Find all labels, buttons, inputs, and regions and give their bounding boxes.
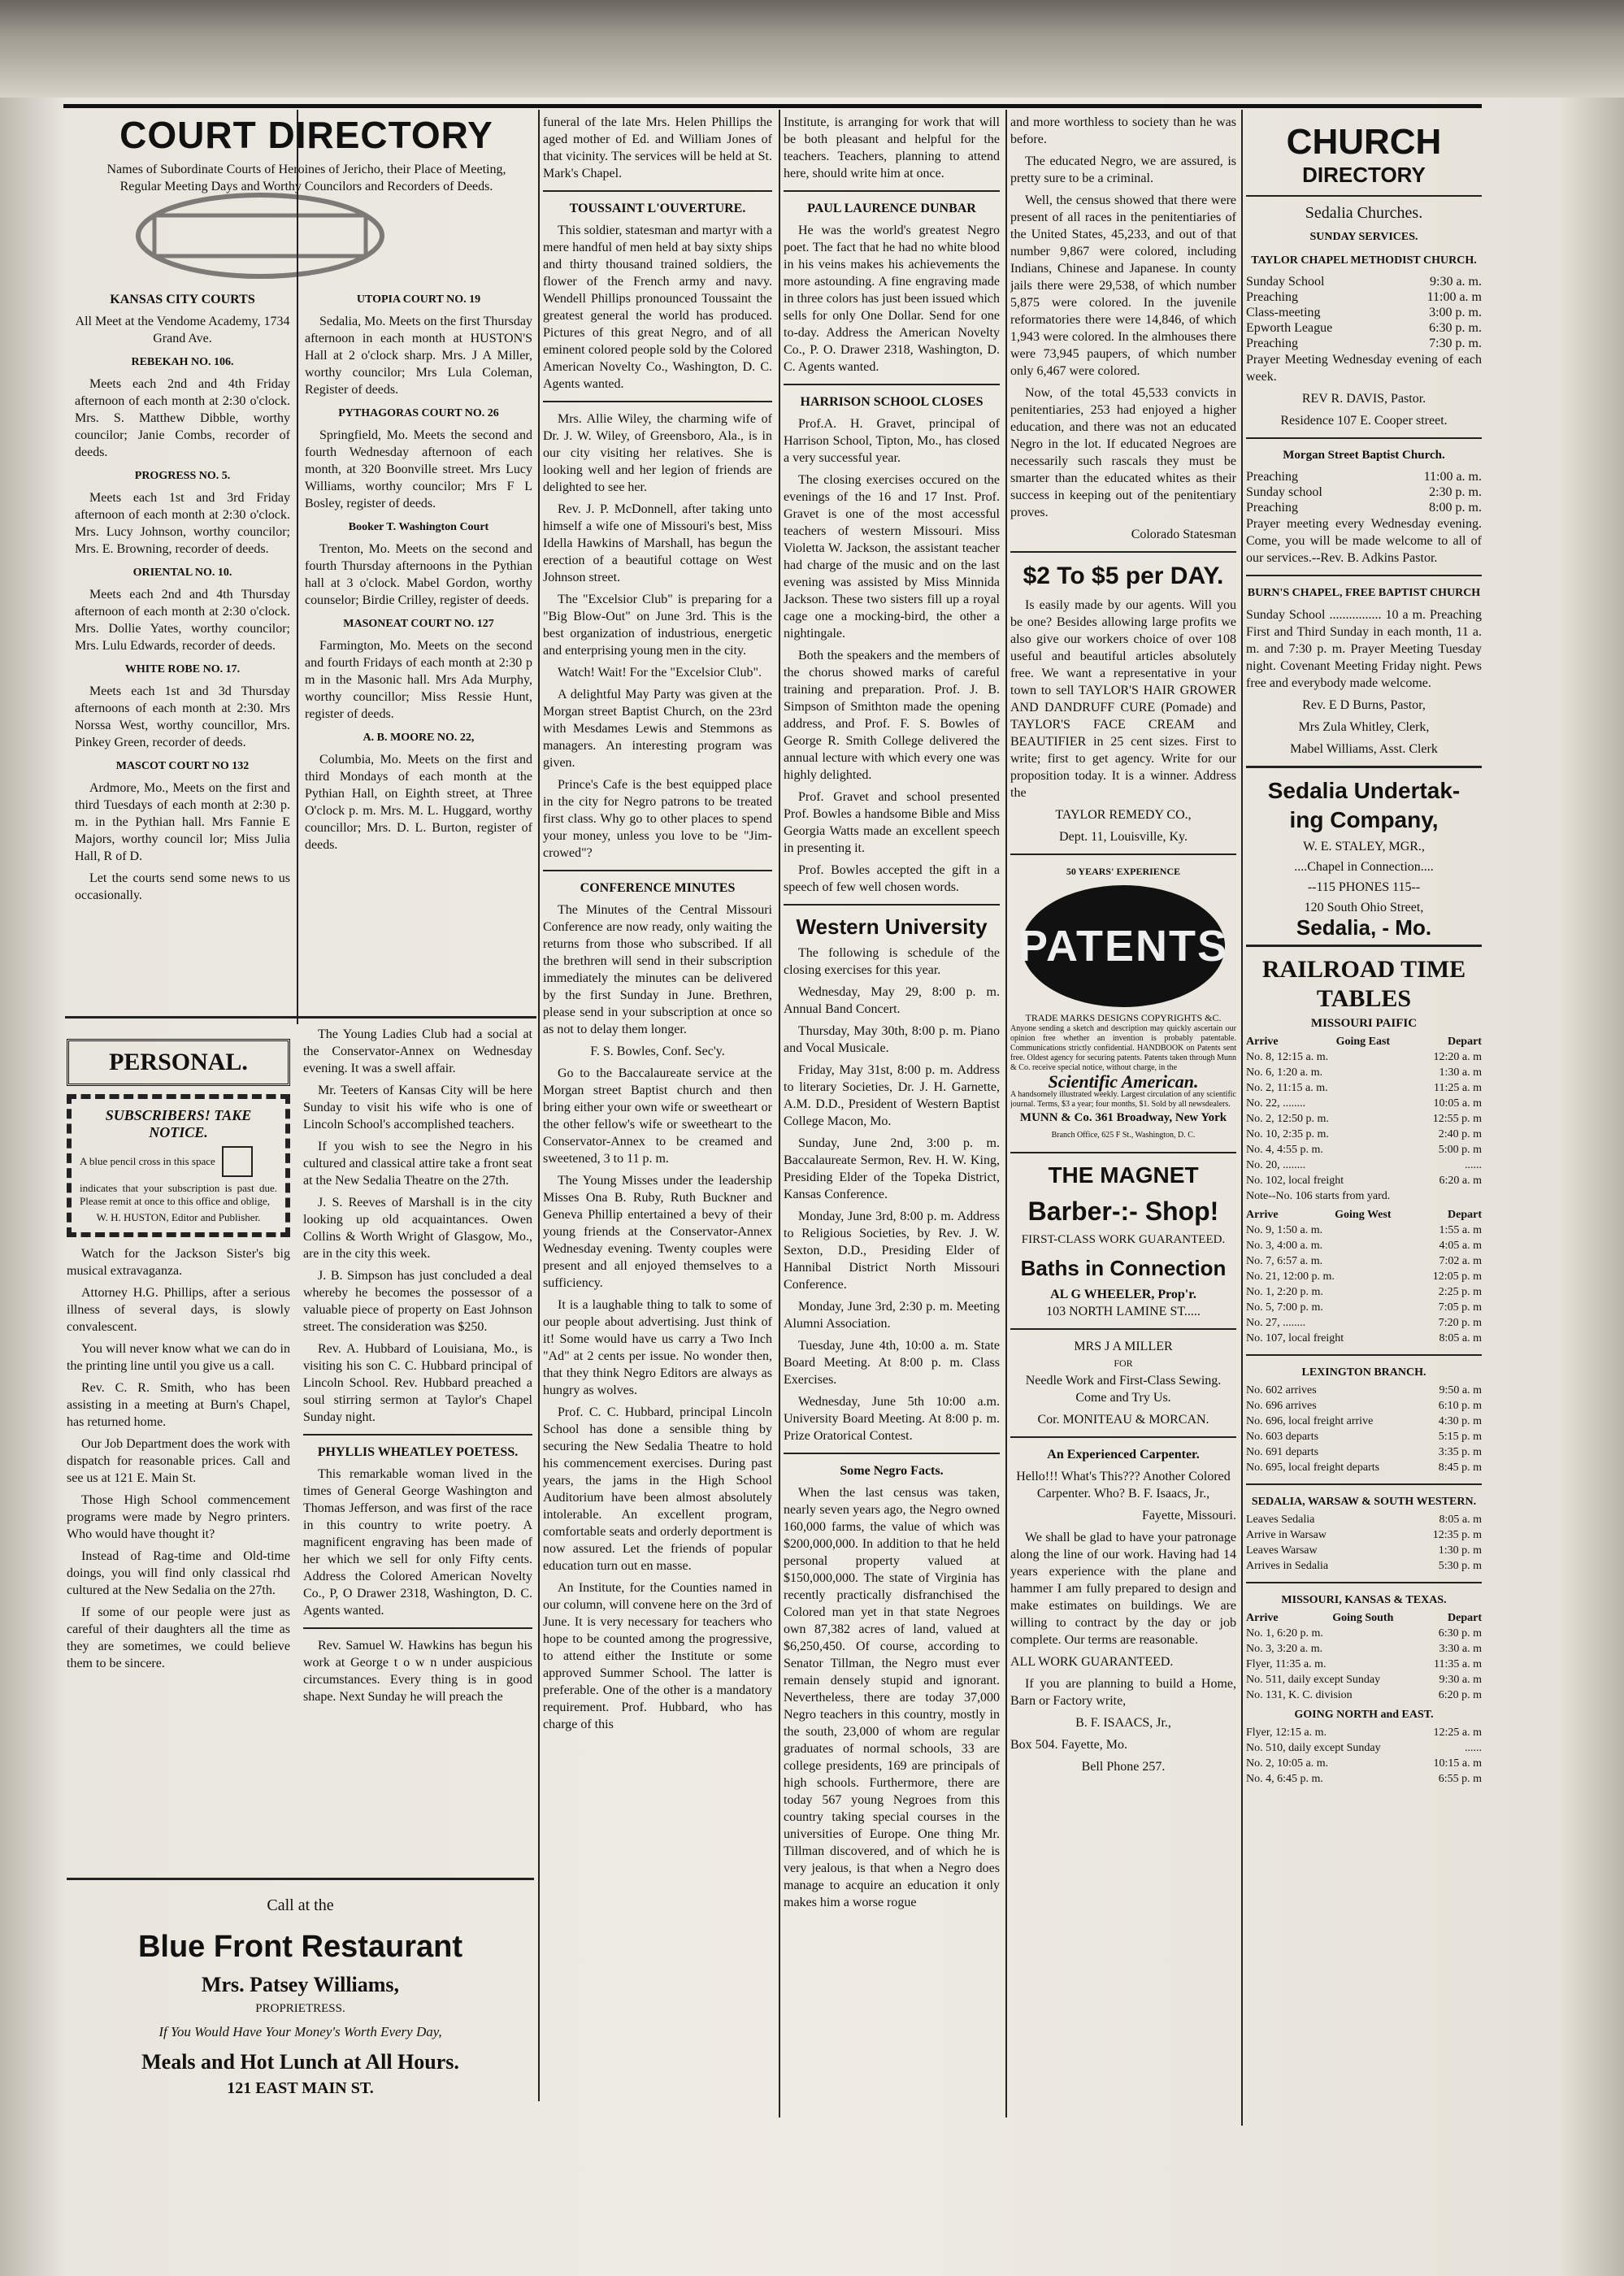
court-entry	[305, 519, 532, 609]
court-column-left	[75, 284, 290, 909]
timetable-row: Arrives in Sedalia 5:30 p. m	[1246, 1560, 1482, 1572]
timetable-row: No. 4, 4:55 p. m. 5:00 p. m	[1246, 1144, 1482, 1156]
news-item: The Young Misses under the leadership Misses Ona B. Ruby, Ruth Buckner and Geneva Phillip entertained a bevy of their young friends at the Conservator-Annex Wednesday evening. Twenty couples were present and all enjoyed themselves to a sufficiency.	[543, 1174, 772, 1290]
personal-item: If some of our people were just as careful of their daughters all the time as they are sometimes, we could believe them to be sincere.	[67, 1605, 290, 1670]
sunday-services: SUNDAY SERVICES.	[1309, 231, 1418, 243]
news-item: Rev. J. P. McDonnell, after taking unto himself a wife one of Missouri's best, Miss Idella Hawkins of Marshall, has begun the erection of a beautiful cottage on West Johnson street.	[543, 502, 772, 584]
restaurant-role: PROPRIETRESS.	[255, 2002, 345, 2015]
news-item: It is a laughable thing to talk to some of our people about advertising. Just think of it! Some would have us carry a Two Inch "Ad" at 2 cents per issue. No wonder then, that they think Negro Editors are always as hungry as wolves.	[543, 1298, 772, 1397]
news-item: An Institute, for the Counties named in our column, will convene here on the 3rd of June. It is very necessary for teachers who hope to be counted among the progressive, to attend either the Institute or some approved Summer School. The latter is preferable. One of the other is a mandatory requirement. Prof. Hubbard, who has charge of this	[543, 1581, 772, 1731]
munn-branch: Branch Office, 625 F St., Washington, D. C.	[1051, 1131, 1196, 1140]
burns-chapel-title: BURN'S CHAPEL, FREE BAPTIST CHURCH	[1247, 587, 1481, 599]
barber-shop-title: Barber-:- Shop!	[1027, 1197, 1219, 1226]
carpenter-cta: If you are planning to build a Home, Barn or Factory write,	[1010, 1677, 1236, 1708]
court-entry-text: Columbia, Mo. Meets on the first and third Mondays of each month at the Pythian Hall, on Eighth street, at Three O'clock p. m. Mrs. M. L. Huggard, worthy councillor; Mrs. D. L. Burton, register of deeds.	[305, 753, 532, 852]
railroad-time-tables	[1246, 955, 1482, 1787]
restaurant-ad	[67, 1878, 534, 2116]
notice-space-text: A blue pencil cross in this space	[80, 1155, 215, 1167]
court-entry-heading: UTOPIA COURT NO. 19	[356, 293, 481, 306]
carpenter-guarantee: ALL WORK GUARANTEED.	[1010, 1655, 1174, 1669]
timetable-row: No. 696, local freight arrive 4:30 p. m	[1246, 1415, 1482, 1427]
court-entry	[305, 291, 532, 398]
harrison-text: Prof. Gravet and school presented Prof. Bowles a handsome Bible and Miss Georgia Watts made an excellent speech in presenting it.	[784, 790, 1000, 855]
burns-pastor: Rev. E D Burns, Pastor,	[1302, 698, 1426, 712]
missouri-pacific-title: MISSOURI PAIFIC	[1310, 1017, 1418, 1030]
restaurant-owner: Mrs. Patsey Williams,	[201, 1973, 400, 1996]
census-text: Well, the census showed that there were present of all races in the penitentiaries of the United States, 45,233, and out of that number 9,867 were colored, including Indians, Chinese and Japanese. In county jails there were 29,538, of which number 5,875 were colored. In the juvenile reformatories there were 14,846, of which 1,943 were colored. In the almhouses there were 73,945 paupers, of which number only 6,467 were colored.	[1010, 193, 1236, 378]
ink-stamp-icon	[122, 187, 398, 284]
timetable-row: No. 603 departs 5:15 p. m	[1246, 1431, 1482, 1443]
conference-signature: F. S. Bowles, Conf. Sec'y.	[590, 1045, 725, 1058]
court-entry-text: Sedalia, Mo. Meets on the first Thursday afternoon in each month at HUSTON'S Hall at 2 o'clock sharp. Mrs. J A Miller, worthy councilor; Mrs Lula Coleman, Register of deeds.	[305, 315, 532, 397]
column-five	[1010, 114, 1236, 2122]
negro-facts-title: Some Negro Facts.	[840, 1464, 944, 1478]
court-entry	[75, 354, 290, 461]
western-university-intro: The following is schedule of the closing exercises for this year.	[784, 946, 1000, 977]
undertaking-city: Sedalia, - Mo.	[1296, 915, 1432, 940]
timetable-header: Arrive Going South Depart	[1246, 1612, 1482, 1624]
restaurant-call: Call at the	[267, 1896, 334, 1914]
personal-title: PERSONAL.	[67, 1039, 290, 1086]
court-entry-heading: PYTHAGORAS COURT NO. 26	[338, 407, 499, 419]
timetable-row: No. 511, daily except Sunday 9:30 a. m	[1246, 1674, 1482, 1686]
personal-item: Rev. C. R. Smith, who has been assisting in a meeting at Burn's Chapel, has returned home.	[67, 1381, 290, 1429]
kc-courts-title: KANSAS CITY COURTS	[110, 293, 255, 306]
patents-text: Anyone sending a sketch and description may quickly ascertain our opinion free whether an invention is probably patentable. Communications strictly confidential. HANDBOOK on Patents sent free. Oldest agency for securing patents. Patents taken through Munn & Co. receive special notice, without charge, in the	[1010, 1024, 1236, 1072]
schedule-row: Sunday school 2:30 p. m.	[1246, 485, 1482, 499]
barber-guarantee: FIRST-CLASS WORK GUARANTEED.	[1021, 1233, 1226, 1246]
news-item: A delightful May Party was given at the Morgan street Baptist Church, on the 23rd with Mesdames Lewis and Stemmons as managers. An interesting program was given.	[543, 688, 772, 770]
timetable-row: No. 3, 4:00 a. m. 4:05 a. m	[1246, 1240, 1482, 1252]
subscriber-notice	[67, 1094, 290, 1237]
timetable-row: No. 4, 6:45 p. m. 6:55 p. m	[1246, 1773, 1482, 1785]
schedule-item: Sunday, June 2nd, 3:00 p. m. Baccalaureate Sermon, Rev. H. W. King, Presiding Elder of the Topeka District, Kansas Conference.	[784, 1136, 1000, 1201]
court-footer-note: Let the courts send some news to us occasionally.	[75, 871, 290, 902]
barber-proprietor: AL G WHEELER, Prop'r.	[1050, 1288, 1196, 1301]
court-entry-text: Ardmore, Mo., Meets on the first and third Tuesdays of each month at 2:30 p. m. in the Pythian hall. Mrs Fannie E Majors, worthy council lor; Miss Julia Hall, R of D.	[75, 781, 290, 863]
column-six	[1246, 122, 1482, 2122]
timetable-row: No. 2, 10:05 a. m. 10:15 a. m	[1246, 1757, 1482, 1770]
court-entry	[75, 467, 290, 558]
census-source: Colorado Statesman	[1131, 528, 1236, 541]
burns-asst-clerk: Mabel Williams, Asst. Clerk	[1290, 742, 1438, 756]
court-entry-text: Farmington, Mo. Meets on the second and fourth Fridays of each month at 2:30 p m in the Masonic hall. Mrs Ada Murphy, worthy councillor; Miss Ressie Hunt, register of deeds.	[305, 639, 532, 721]
undertaking-ad	[1246, 776, 1482, 940]
notice-signature: W. H. HUSTON, Editor and Publisher.	[96, 1211, 261, 1223]
carpenter-phone: Bell Phone 257.	[1081, 1760, 1166, 1774]
wheatley-text: This remarkable woman lived in the times of General George Washington and Thomas Jefferson, and was first of the race in this country to write poetry. A magnificent engraving has been made of her which we sell for only Fifty cents. Address the Colored American Novelty Co., P, O Drawer 2318, Washington, D. C. Agents wanted.	[303, 1467, 532, 1618]
timetable-row: No. 5, 7:00 p. m. 7:05 p. m	[1246, 1301, 1482, 1314]
court-directory-title: COURT DIRECTORY	[119, 114, 493, 156]
restaurant-meals: Meals and Hot Lunch at All Hours.	[141, 2050, 459, 2074]
restaurant-slogan: If You Would Have Your Money's Worth Every Day,	[158, 2024, 442, 2039]
hawkins-text: Rev. Samuel W. Hawkins has begun his work at George t o w n under auspicious circumstances. Every thing is in good shape. Next Sunday he will preach the	[303, 1639, 532, 1704]
schedule-row: Preaching 8:00 p. m.	[1246, 501, 1482, 515]
timetable-row: No. 2, 11:15 a. m. 11:25 a. m	[1246, 1082, 1482, 1094]
court-directory-intro: Names of Subordinate Courts of Heroines of Jericho, their Place of Meeting, Regular Meeting Days and Worthy Councilors and Recorders of Deeds.	[106, 163, 506, 193]
column-three	[543, 114, 772, 2122]
timetable-row: No. 691 departs 3:35 p. m	[1246, 1446, 1482, 1458]
timetable-row: No. 20, ........ ......	[1246, 1159, 1482, 1171]
court-entry-heading: WHITE ROBE NO. 17.	[124, 663, 241, 675]
court-entry-text: Springfield, Mo. Meets the second and fourth Wednesday afternoon of each month, at 320 Boonville street. Mrs Lucy Williams, worthy councilor; Mrs F L Bosley, register of deeds.	[305, 428, 532, 510]
news-item: Rev. A. Hubbard of Louisiana, Mo., is visiting his son C. C. Hubbard principal of Lincoln School. Rev. Hubbard preached a soul stirring sermon at Taylor's Chapel Sunday night.	[303, 1342, 532, 1424]
timetable-row: No. 8, 12:15 a. m. 12:20 a. m	[1246, 1051, 1482, 1063]
patents-experience: 50 YEARS' EXPERIENCE	[1066, 866, 1181, 877]
funeral-notice: funeral of the late Mrs. Helen Phillips the aged mother of Ed. and William Jones of that vicinity. The services will be held at St. Mark's Chapel.	[543, 115, 772, 180]
timetable-row: No. 107, local freight 8:05 a. m	[1246, 1332, 1482, 1344]
schedule-item: Tuesday, June 4th, 10:00 a. m. State Board Meeting. At 8:00 p. m. Class Exercises.	[784, 1339, 1000, 1387]
kc-courts-note: All Meet at the Vendome Academy, 1734 Grand Ave.	[75, 315, 290, 345]
schedule-item: Wednesday, May 29, 8:00 p. m. Annual Band Concert.	[784, 985, 1000, 1016]
court-directory-header	[75, 114, 538, 195]
court-entry-text: Meets each 2nd and 4th Friday afternoon of each month at 2:30 o'clock. Mrs. S. Matthew Dibble, worthy councilor; Janie Combs, recorder of deeds.	[75, 377, 290, 459]
schedule-row: Class-meeting 3:00 p. m.	[1246, 306, 1482, 319]
sws-title: SEDALIA, WARSAW & SOUTH WESTERN.	[1251, 1496, 1477, 1508]
timetable-row: Flyer, 11:35 a. m. 11:35 a. m	[1246, 1658, 1482, 1670]
notice-body: indicates that your subscription is past due. Please remit at once to this office and oblige,	[80, 1182, 277, 1207]
mkt-title: MISSOURI, KANSAS & TEXAS.	[1281, 1594, 1447, 1606]
schedule-item: Thursday, May 30th, 8:00 p. m. Piano and Vocal Musicale.	[784, 1024, 1000, 1055]
court-entry	[75, 564, 290, 654]
taylor-chapel-title: TAYLOR CHAPEL METHODIST CHURCH.	[1251, 254, 1477, 267]
undertaking-manager: W. E. STALEY, MGR.,	[1303, 840, 1425, 854]
carpenter-location: Fayette, Missouri.	[1142, 1509, 1236, 1522]
column-rule	[779, 110, 780, 2117]
schedule-item: Monday, June 3rd, 8:00 p. m. Address to Religious Societies, by Rev. J. W. Sexton, D.D., Presiding Elder of Hannibal District North Missouri Conference.	[784, 1210, 1000, 1292]
census-continued: and more worthless to society than he was before.	[1010, 115, 1236, 146]
timetable-note: Note--No. 106 starts from yard.	[1246, 1190, 1391, 1202]
news-item: Mrs. Allie Wiley, the charming wife of Dr. J. W. Wiley, of Greensboro, Ala., is in our city visiting her relatives. She is looking well and her legion of friends are delighted to see her.	[543, 412, 772, 494]
court-entry-heading: ORIENTAL NO. 10.	[132, 567, 232, 579]
patents-logo	[1018, 885, 1229, 1007]
carpenter-title: An Experienced Carpenter.	[1047, 1448, 1200, 1462]
timetable-row: Arrive in Warsaw 12:35 p. m	[1246, 1529, 1482, 1541]
news-item: J. S. Reeves of Marshall is in the city looking up old acquaintances. Owen Collins & Worth Wright of Glasgow, Mo., are in the city this week.	[303, 1196, 532, 1261]
timetable-row: No. 695, local freight departs 8:45 p. m	[1246, 1462, 1482, 1474]
schedule-row: Preaching 11:00 a. m.	[1246, 470, 1482, 484]
morgan-title: Morgan Street Baptist Church.	[1283, 449, 1445, 462]
court-entry-text: Meets each 1st and 3d Thursday afternoons of each month at 2:30. Mrs Norssa West, worthy councillor, Mrs. Pinkey Green, recorder of deeds.	[75, 684, 290, 749]
timetable-row: Flyer, 12:15 a. m. 12:25 a. m	[1246, 1727, 1482, 1739]
court-entry-heading: A. B. MOORE NO. 22,	[363, 732, 475, 744]
schedule-row: Preaching 7:30 p. m.	[1246, 337, 1482, 350]
schedule-row: Sunday School 9:30 a. m.	[1246, 275, 1482, 289]
personal-item: Our Job Department does the work with dispatch for reasonable prices. Call and see us at 121 E. Main St.	[67, 1437, 290, 1485]
patents-marks: TRADE MARKS DESIGNS COPYRIGHTS &C.	[1025, 1012, 1222, 1023]
taylor-residence: Residence 107 E. Cooper street.	[1280, 414, 1448, 428]
sedalia-churches: Sedalia Churches.	[1305, 204, 1423, 222]
court-entry	[75, 758, 290, 865]
burns-chapel-text: Sunday School ................ 10 a m. Preaching First and Third Sunday in each month, 11 a. m. and 7:30 p. m. Prayer Meeting Tuesday night. Covenant Meeting Friday night. Pews free and everybody made welcome.	[1246, 608, 1482, 690]
miller-services: Needle Work and First-Class Sewing. Come and Try Us.	[1025, 1374, 1222, 1405]
court-entry-heading: Booker T. Washington Court	[348, 521, 489, 533]
timetable-row: Leaves Warsaw 1:30 p. m	[1246, 1544, 1482, 1557]
timetable-row: No. 7, 6:57 a. m. 7:02 a. m	[1246, 1255, 1482, 1267]
timetable-row: No. 2, 12:50 p. m. 12:55 p. m	[1246, 1113, 1482, 1125]
news-item: Prof. C. C. Hubbard, principal Lincoln School has done a sensible thing by securing the New Sedalia Theatre to hold his commencement exercises. During past years, the jams in the High School Auditorium have been almost absolutely intolerable. An excellent program, comfortable seats and orderly deportment is now assured. Let the friends of popular education turn out en masse.	[543, 1405, 772, 1573]
column-four	[784, 114, 1000, 2122]
institute-text: Institute, is arranging for work that will be both pleasant and helpful for the teachers. Teachers, planning to attend here, should write him at once.	[784, 115, 1000, 180]
court-entry-heading: MASONEAT COURT NO. 127	[343, 618, 494, 630]
court-entry-heading: MASCOT COURT NO 132	[115, 760, 250, 772]
column-rule	[1005, 110, 1007, 2117]
timetable-row: No. 1, 2:20 p. m. 2:25 p. m	[1246, 1286, 1482, 1298]
news-item: Watch! Wait! For the "Excelsior Club".	[558, 666, 762, 680]
timetable-row: Leaves Sedalia 8:05 a. m	[1246, 1514, 1482, 1526]
court-entry-heading: PROGRESS NO. 5.	[134, 470, 231, 482]
agents-ad-title: $2 To $5 per DAY.	[1023, 562, 1224, 589]
miller-for: FOR	[1114, 1357, 1133, 1369]
top-rule	[63, 104, 1482, 108]
timetable-row: No. 21, 12:00 p. m. 12:05 p. m	[1246, 1270, 1482, 1283]
section-divider	[65, 1016, 536, 1019]
agents-ad-city: Dept. 11, Louisville, Ky.	[1059, 830, 1188, 844]
carpenter-name: B. F. ISAACS, Jr.,	[1075, 1716, 1171, 1730]
court-entry-text: Meets each 2nd and 4th Thursday afternoon of each month at 2:30 o'clock. Mrs. Dollie Yates, worthy councilor; Mrs. Lulu Edwards, recorder of deeds.	[75, 588, 290, 653]
news-item: The Young Ladies Club had a social at the Conservator-Annex on Wednesday evening. It was a swell affair.	[303, 1027, 532, 1075]
news-item: Go to the Baccalaureate service at the Morgan street Baptist church and then bring either your own wife or sweetheart or the other fellow's wife or sweetheart to the Conservator-Annex to be creamed and sweetened, 3 to 11 p. m.	[543, 1066, 772, 1166]
column-rule	[1241, 110, 1243, 2126]
court-column-right	[305, 284, 532, 858]
agents-ad-text: Is easily made by our agents. Will you be one? Besides allowing large profits we also give our workers choice of over 108 useful and beautiful articles absolutely free. We want a representative in your town to sell TAYLOR'S HAIR GROWER AND DANDRUFF CURE (Pomade) and TAYLOR'S FACE CREAM and BEAUTIFIER in 25 cent sizes. First to write; first to get agency. Write for our proposition today. It is a winner. Address the	[1010, 598, 1236, 800]
scientific-american: Scientific American.	[1048, 1071, 1199, 1092]
schedule-row: Epworth League 6:30 p. m.	[1246, 321, 1482, 335]
schedule-item: Wednesday, June 5th 10:00 a.m. University Board Meeting. At 8:00 p. m. Prize Oratorical Contest.	[784, 1395, 1000, 1443]
timetable-row: No. 696 arrives 6:10 p. m	[1246, 1400, 1482, 1412]
news-item: Mr. Teeters of Kansas City will be here Sunday to visit his wife who is one of Lincoln School's accomplished teachers.	[303, 1084, 532, 1131]
harrison-title: HARRISON SCHOOL CLOSES	[800, 395, 984, 409]
miller-name: MRS J A MILLER	[1074, 1340, 1173, 1353]
dunbar-title: PAUL LAURENCE DUNBAR	[807, 202, 976, 215]
magnet-title: THE MAGNET	[1048, 1162, 1199, 1188]
personal-item: Those High School commencement programs were made by Negro printers. Who would have thought it?	[67, 1493, 290, 1541]
baths-title: Baths in Connection	[1020, 1256, 1227, 1280]
church-title: CHURCH	[1286, 122, 1442, 162]
court-entry	[305, 729, 532, 854]
railroad-title: RAILROAD TIME TABLES	[1261, 956, 1466, 1012]
conference-title: CONFERENCE MINUTES	[580, 881, 736, 895]
court-entry-text: Trenton, Mo. Meets on the second and fourth Thursday afternoons in the Pythian hall at 3 o'clock. Mabel Gordon, worthy counselor; Birdie Crilley, register of deeds.	[305, 542, 532, 607]
undertaking-phones: --115 PHONES 115--	[1307, 880, 1421, 894]
going-north-title: GOING NORTH and EAST.	[1294, 1709, 1434, 1721]
carpenter-box: Box 504. Fayette, Mo.	[1010, 1738, 1127, 1752]
restaurant-name: Blue Front Restaurant	[137, 1930, 463, 1964]
church-directory-title: DIRECTORY	[1302, 163, 1426, 187]
munn-address: MUNN & Co. 361 Broadway, New York	[1019, 1111, 1227, 1124]
conference-text: The Minutes of the Central Missouri Conference are now ready, only waiting the returns from those who subscribed. If all the brethren will send in their subscription immediately the minutes can be delivered by the first Sunday in June. Brethren, please send in your subscription at once so as not to delay them longer.	[543, 903, 772, 1036]
negro-facts-text: When the last census was taken, nearly seven years ago, the Negro owned 160,000 farms, the value of which was $200,000,000. In addition to that he held personal property valued at $150,000,000. The state of Virginia has recently practically disfranchised the Colored man yet in that state Negroes own 87,382 acres of land, valued at $6,250,450. Of course, according to Senator Tillman, the Negro must ever remain densely stupid and ignorant. Nevertheless, there are today 37,000 Negro teachers in this country, mostly in the south, 23,000 of whom are regular graduates of normal schools, 33 are college presidents, 169 are principals of high schools. Furthermore, there are today 567 young Negroes from this country taking special courses in the universities of Europe. One thing Mr. Tillman discovered, and of which he is very jealous, is that when a Negro does manage to acquire an education it only makes him a worse rogue	[784, 1486, 1000, 1909]
census-text: Now, of the total 45,533 convicts in penitentiaries, 253 had enjoyed a higher education, and there was not an educated Negro in the lot. If educated Negroes are necessarily such rascals they must be smarter than the educated whites as their success in keeping out of the penitentiary proves.	[1010, 386, 1236, 519]
personal-column	[67, 1032, 290, 1845]
news-item: The "Excelsior Club" is preparing for a "Big Blow-Out" on June 3rd. This is the best organization of industrious, energetic and enterprising young men in the city.	[543, 593, 772, 658]
court-entry	[305, 615, 532, 723]
personal-item: Instead of Rag-time and Old-time doings, you will find only classical rhd cultured at the New Sedalia on the 27th.	[67, 1549, 290, 1597]
undertaking-address: 120 South Ohio Street,	[1304, 901, 1424, 914]
timetable-row: No. 22, ........ 10:05 a. m	[1246, 1097, 1482, 1110]
court-entry	[305, 405, 532, 512]
toussaint-title: TOUSSAINT L'OUVERTURE.	[569, 202, 746, 215]
local-news-column	[303, 1026, 532, 1855]
harrison-text: Prof.A. H. Gravet, principal of Harrison School, Tipton, Mo., has closed a very successful year.	[784, 417, 1000, 465]
news-item: J. B. Simpson has just concluded a deal whereby he becomes the possessor of a valuable piece of property on East Johnson street. The consideration was $250.	[303, 1269, 532, 1334]
schedule-row: Preaching 11:00 a. m	[1246, 290, 1482, 304]
timetable-row: No. 102, local freight 6:20 a. m	[1246, 1175, 1482, 1187]
timetable-row: No. 510, daily except Sunday ......	[1246, 1742, 1482, 1754]
wheatley-title: PHYLLIS WHEATLEY POETESS.	[317, 1445, 519, 1459]
lexington-title: LEXINGTON BRANCH.	[1301, 1366, 1426, 1379]
harrison-text: Prof. Bowles accepted the gift in a speech of few well chosen words.	[784, 863, 1000, 894]
personal-item: You will never know what we can do in the printing line until you give us a call.	[67, 1342, 290, 1373]
undertaking-title-2: ing Company,	[1289, 807, 1439, 832]
personal-item: Watch for the Jackson Sister's big musical extravaganza.	[67, 1247, 290, 1278]
news-item: If you wish to see the Negro in his cultured and classical attire take a front seat at the New Sedalia Theatre on the 27th.	[303, 1140, 532, 1188]
taylor-pastor: REV R. DAVIS, Pastor.	[1301, 392, 1426, 406]
harrison-text: Both the speakers and the members of the chorus showed marks of careful training and preparation. Prof. J. B. Simpson of Smithton made the opening address, and Prof. F. S. Bowles of George R. Smith College delivered the annual lecture with which every one was highly delighted.	[784, 649, 1000, 782]
carpenter-text: We shall be glad to have your patronage along the line of our work. Having had 14 years experience with the plane and hammer I am fully prepared to design and make estimates on buildings. We are willing to contract by the day or job complete. Our terms are reasonable.	[1010, 1531, 1236, 1647]
timetable-header: Arrive Going West Depart	[1246, 1209, 1482, 1221]
taylor-note: Prayer Meeting Wednesday evening of each week.	[1246, 353, 1482, 384]
timetable-row: No. 3, 3:20 a. m. 3:30 a. m	[1246, 1643, 1482, 1655]
timetable-row: No. 131, K. C. division 6:20 p. m	[1246, 1689, 1482, 1701]
morgan-note: Prayer meeting every Wednesday evening. Come, you will be made welcome to all of our services.--Rev. B. Adkins Pastor.	[1246, 517, 1482, 565]
notice-title: SUBSCRIBERS! TAKE NOTICE.	[105, 1107, 252, 1140]
scientific-american-text: A handsomely illustrated weekly. Largest circulation of any scientific journal. Terms, $3 a year; four months, $1. Sold by all newsdealers.	[1010, 1090, 1236, 1109]
burns-clerk: Mrs Zula Whitley, Clerk,	[1298, 720, 1430, 734]
patents-word: PATENTS	[1018, 921, 1229, 971]
timetable-row: No. 602 arrives 9:50 a. m	[1246, 1384, 1482, 1396]
news-item: Prince's Cafe is the best equipped place in the city for Negro patrons to be treated first class. Why go to other places to spend your money, unless you love to be "Jim-crowed"?	[543, 778, 772, 860]
court-entry-heading: REBEKAH NO. 106.	[131, 356, 234, 368]
western-university-title: Western University	[796, 914, 988, 939]
undertaking-title: Sedalia Undertak-	[1267, 778, 1461, 803]
agents-ad-address: TAYLOR REMEDY CO.,	[1055, 808, 1192, 822]
personal-item: Attorney H.G. Phillips, after a serious illness of several days, is slowly convalescent.	[67, 1286, 290, 1334]
timetable-row: No. 6, 1:20 a. m. 1:30 a. m	[1246, 1066, 1482, 1079]
undertaking-chapel: ....Chapel in Connection....	[1294, 860, 1434, 874]
dunbar-text: He was the world's greatest Negro poet. The fact that he had no white blood in his veins makes his achievements the more astounding. A fine engraving made in three colors has just been issued which sells for only One Dollar. Send for one to-day. Address the American Novelty Co., P. O. Drawer 2318, Washington, D. C. Agents wanted.	[784, 224, 1000, 374]
timetable-row: No. 27, ........ 7:20 p. m	[1246, 1317, 1482, 1329]
court-entry	[75, 661, 290, 751]
pencil-cross-box	[222, 1146, 253, 1177]
miller-address: Cor. MONITEAU & MORCAN.	[1037, 1413, 1209, 1427]
timetable-row: No. 10, 2:35 p. m. 2:40 p. m	[1246, 1128, 1482, 1140]
scan-top-border	[0, 0, 1624, 98]
carpenter-intro: Hello!!! What's This??? Another Colored Carpenter. Who? B. F. Isaacs, Jr.,	[1016, 1470, 1231, 1501]
toussaint-text: This soldier, statesman and martyr with a mere handful of men held at bay sixty ships and thirty thousand trained soldiers, the flower of the French army and navy. Wendell Phillips pronounced Toussaint the greatest general the world has produced. Pictures of this great Negro, and of all eminent colored people sold by the Colored American Novelty Co., Washington, D. C. Agents wanted.	[543, 224, 772, 391]
schedule-item: Friday, May 31st, 8:00 p. m. Address to literary Societies, Dr. J. H. Garnette, A.M. D.D., President of Western Baptist College Macon, Mo.	[784, 1063, 1000, 1128]
barber-address: 103 NORTH LAMINE ST.....	[1046, 1305, 1201, 1318]
schedule-item: Monday, June 3rd, 2:30 p. m. Meeting Alumni Association.	[784, 1300, 1000, 1331]
timetable-row: No. 1, 6:20 p. m. 6:30 p. m	[1246, 1627, 1482, 1640]
timetable-header: Arrive Going East Depart	[1246, 1036, 1482, 1048]
court-entry-text: Meets each 1st and 3rd Friday afternoon of each month at 2:30 o'clock. Mrs. Lucy Johnson, worthy councilor; Mrs. E. Browning, recorder of deeds.	[75, 491, 290, 556]
restaurant-address: 121 EAST MAIN ST.	[227, 2079, 374, 2097]
timetable-row: No. 9, 1:50 a. m. 1:55 a. m	[1246, 1224, 1482, 1236]
census-text: The educated Negro, we are assured, is pretty sure to be a criminal.	[1010, 154, 1236, 185]
harrison-text: The closing exercises occured on the evenings of the 16 and 17 Inst. Prof. Gravet is one of the most accessful teachers of western Missouri. Miss Violetta W. Jackson, the assistant teacher had charge of the music and on the last evening was assisted by Miss Minnida Jackson. These two sisters fill up a royal cage one a mocking-bird, the other a nightingale.	[784, 473, 1000, 641]
column-rule	[538, 110, 540, 2101]
